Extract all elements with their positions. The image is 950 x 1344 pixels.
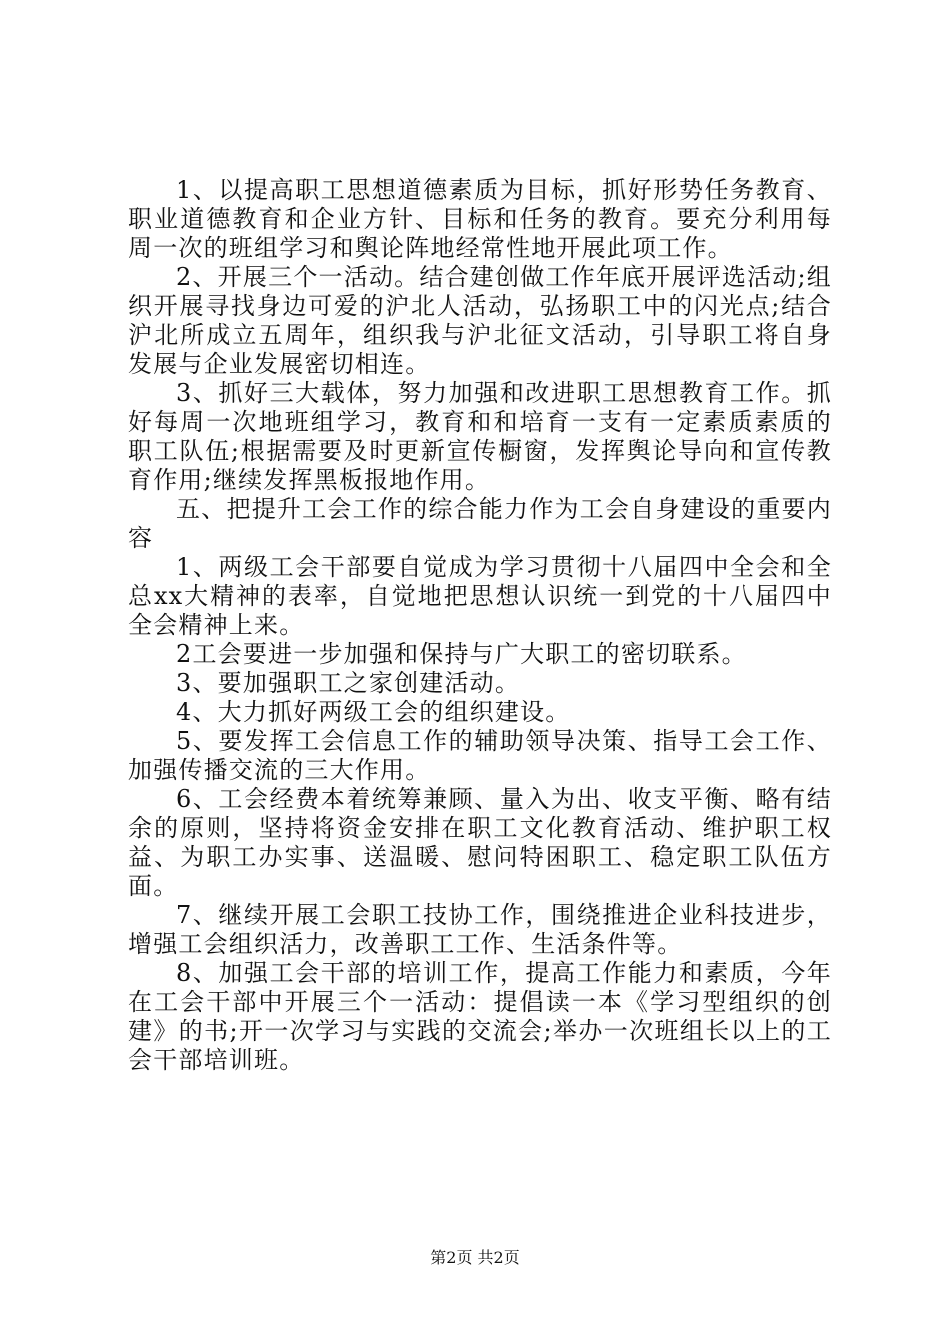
paragraph-5: 1、两级工会干部要自觉成为学习贯彻十八届四中全会和全总xx大精神的表率，自觉地把思想认识统一到党的十八届四中全会精神上来。 xyxy=(128,553,832,639)
page-number-footer: 第2页 共2页 xyxy=(430,1248,520,1267)
paragraph-11: 7、继续开展工会职工技协工作，围绕推进企业科技进步，增强工会组织活力，改善职工工作、生活条件等。 xyxy=(128,901,832,958)
paragraph-9: 5、要发挥工会信息工作的辅助领导决策、指导工会工作、加强传播交流的三大作用。 xyxy=(128,727,832,784)
section-heading-5: 五、把提升工会工作的综合能力作为工会自身建设的重要内容 xyxy=(128,495,832,552)
paragraph-1: 1、以提高职工思想道德素质为目标，抓好形势任务教育、职业道德教育和企业方针、目标和任务的教育。要充分利用每周一次的班组学习和舆论阵地经常性地开展此项工作。 xyxy=(128,176,832,262)
paragraph-6: 2工会要进一步加强和保持与广大职工的密切联系。 xyxy=(176,640,747,668)
paragraph-8: 4、大力抓好两级工会的组织建设。 xyxy=(176,698,571,726)
paragraph-2: 2、开展三个一活动。结合建创做工作年底开展评选活动;组织开展寻找身边可爱的沪北人活动，弘扬职工中的闪光点;结合沪北所成立五周年，组织我与沪北征文活动，引导职工将自身发展与企业发展密切相连。 xyxy=(128,263,832,378)
document-body xyxy=(128,176,832,1075)
paragraph-10: 6、工会经费本着统筹兼顾、量入为出、收支平衡、略有结余的原则，坚持将资金安排在职工文化教育活动、维护职工权益、为职工办实事、送温暖、慰问特困职工、稳定职工队伍方面。 xyxy=(128,785,832,900)
paragraph-12: 8、加强工会干部的培训工作，提高工作能力和素质，今年在工会干部中开展三个一活动：提倡读一本《学习型组织的创建》的书;开一次学习与实践的交流会;举办一次班组长以上的工会干部培训班。 xyxy=(128,959,832,1074)
paragraph-3: 3、抓好三大载体，努力加强和改进职工思想教育工作。抓好每周一次地班组学习，教育和和培育一支有一定素质素质的职工队伍;根据需要及时更新宣传橱窗，发挥舆论导向和宣传教育作用;继续发挥黑板报地作用。 xyxy=(128,379,832,494)
paragraph-7: 3、要加强职工之家创建活动。 xyxy=(176,669,521,697)
